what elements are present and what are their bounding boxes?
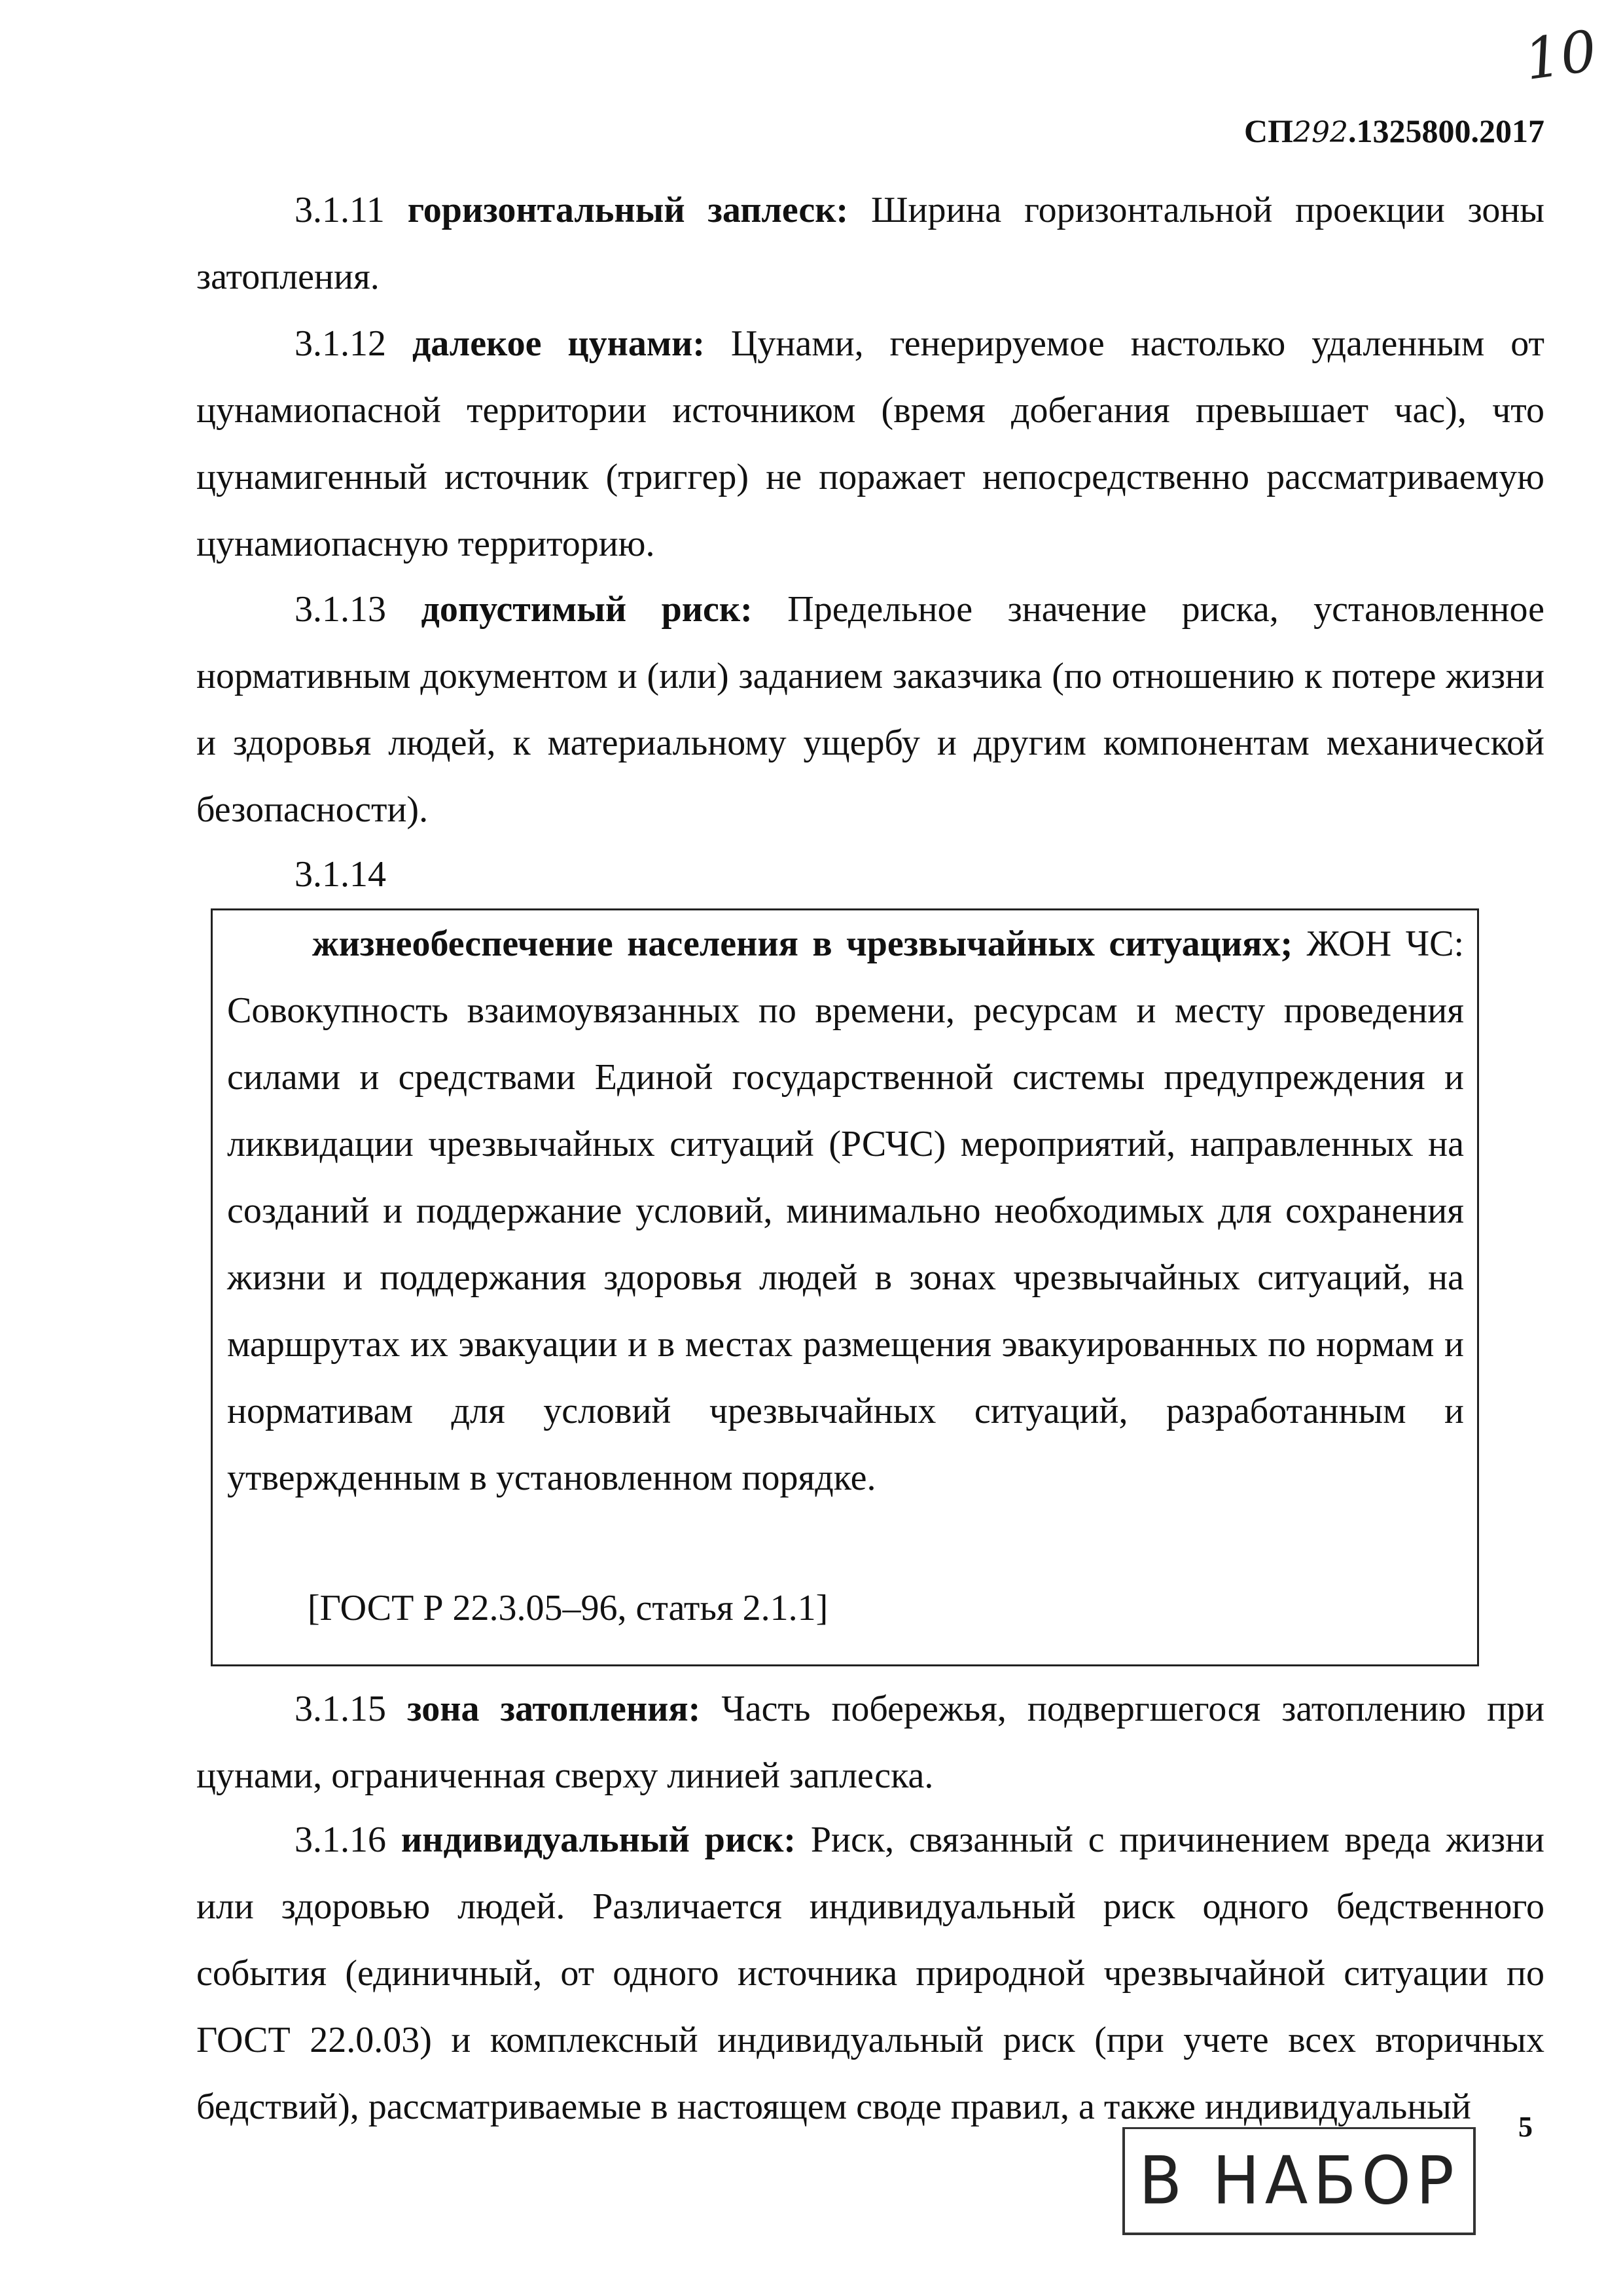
entry-term: индивидуальный риск: xyxy=(401,1820,796,1860)
entry-number: 3.1.16 xyxy=(294,1820,386,1860)
boxed-definition xyxy=(227,910,1464,1511)
entry-3-1-11 xyxy=(196,177,1544,310)
document-code-handwritten: 292 xyxy=(1293,116,1348,149)
quoted-definition-box xyxy=(211,908,1479,1666)
entry-number: 3.1.13 xyxy=(294,589,386,630)
source-reference: [ГОСТ Р 22.3.05–96, статья 2.1.1] xyxy=(308,1588,829,1628)
entry-definition: Ширина горизонтальной проекции зоны затопления. xyxy=(196,190,1544,297)
entry-term: далекое цунами: xyxy=(412,323,705,364)
entry-number: 3.1.11 xyxy=(294,190,385,230)
entry-3-1-14-number: 3.1.14 xyxy=(294,854,386,895)
page-number: 5 xyxy=(1518,2111,1533,2143)
entry-definition: Часть побережья, подвергшегося затоплению при цунами, ограниченная сверху линией заплеска. xyxy=(196,1689,1545,1796)
stamp-text: В НАБОР xyxy=(1139,2142,1459,2219)
entry-3-1-15 xyxy=(196,1676,1544,1809)
document-code-prefix: СП xyxy=(1244,113,1294,149)
entry-3-1-16 xyxy=(196,1806,1544,2140)
document-code xyxy=(1243,105,1544,159)
entry-number: 3.1.15 xyxy=(294,1689,386,1729)
boxed-definition-text: ЖОН ЧС: Совокупность взаимоувязанных по времени, ресурсам и месту проведения силами и средствами Единой государственной системы предупреждения и ликвидации чрезвычайных ситуаций (РСЧС) мероприятий, направленных на созданий и поддержание условий, минимально необходимых для сохранения жизни и поддержания здоровья людей в зонах чрезвычайных ситуаций, на маршрутах их эвакуации и в местах размещения эвакуированных по нормам и нормативам для условий чрезвычайных ситуаций, разработанным и утвержденным в установленном порядке. xyxy=(227,924,1464,1498)
entry-3-1-12 xyxy=(196,310,1544,577)
document-code-suffix: .1325800.2017 xyxy=(1348,113,1544,149)
entry-number: 3.1.12 xyxy=(294,323,386,364)
stamp xyxy=(1122,2127,1476,2235)
handwritten-page-mark: 10 xyxy=(1520,18,1601,94)
entry-term: допустимый риск: xyxy=(421,589,753,630)
entry-definition: Предельное значение риска, установленное нормативным документом и (или) заданием заказчика (по отношению к потере жизни и здоровья людей, к материальному ущербу и другим компонентам механической безопасности). xyxy=(196,589,1544,830)
entry-definition: Цунами, генерируемое настолько удаленным от цунамиопасной территории источником (время добегания превышает час), что цунамигенный источник (триггер) не поражает непосредственно рассматриваемую цунамиопасную территорию. xyxy=(196,323,1544,564)
entry-term: горизонтальный заплеск: xyxy=(407,190,849,230)
entry-3-1-13 xyxy=(196,576,1544,843)
entry-term: зона затопления: xyxy=(407,1689,701,1729)
boxed-term: жизнеобеспечение населения в чрезвычайных ситуациях; xyxy=(312,924,1293,964)
entry-definition: Риск, связанный с причинением вреда жизни или здоровью людей. Различается индивидуальный риск одного бедственного события (единичный, от одного источника природной чрезвычайной ситуации по ГОСТ 22.0.03) и комплексный индивидуальный риск (при учете всех вторичных бедствий), рассматриваемые в настоящем своде правил, а также индивидуальный xyxy=(196,1820,1545,2127)
